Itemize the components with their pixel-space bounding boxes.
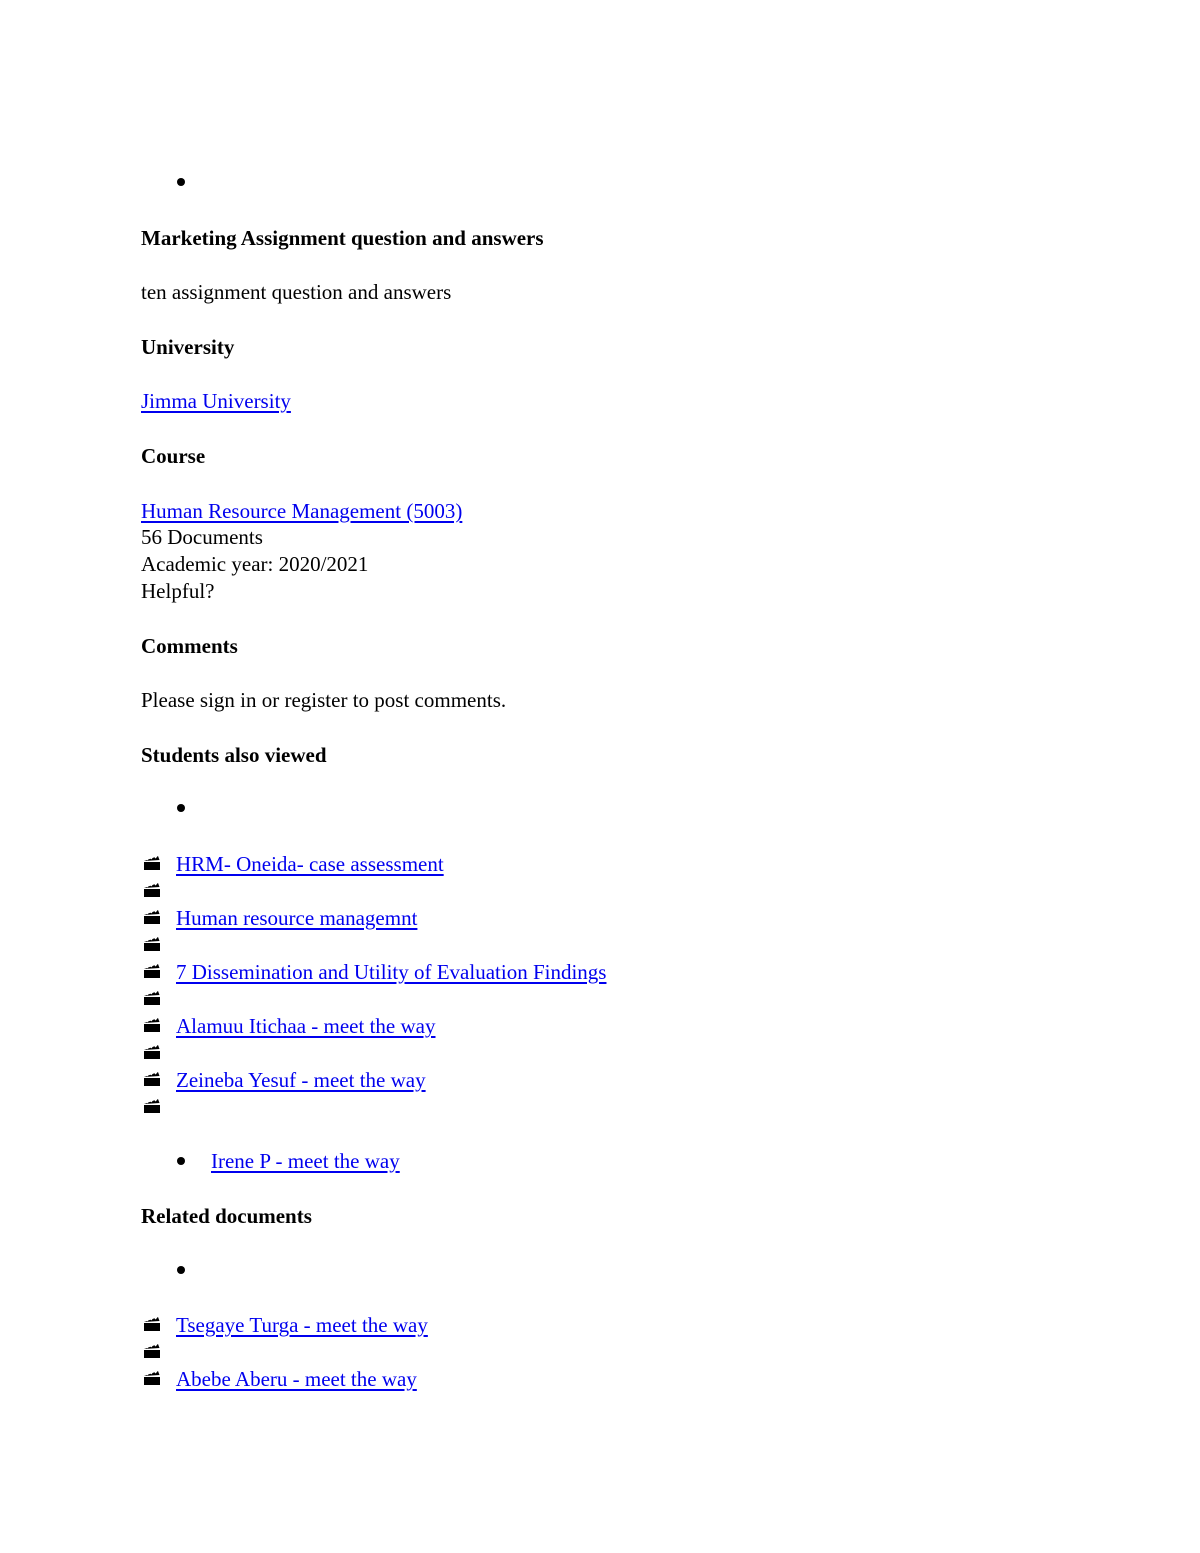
clapperboard-icon <box>143 1044 161 1060</box>
related-documents-heading: Related documents <box>141 1204 312 1228</box>
clapperboard-icon <box>143 1343 161 1359</box>
list-item-link[interactable]: Abebe Aberu - meet the way <box>176 1367 417 1391</box>
bullet-dot-icon <box>177 1157 185 1165</box>
list-item-link[interactable]: Tsegaye Turga - meet the way <box>176 1313 428 1337</box>
clapperboard-icon <box>143 855 161 871</box>
clapperboard-icon <box>143 1370 161 1386</box>
clapperboard-icon <box>143 1098 161 1114</box>
students-also-viewed-heading: Students also viewed <box>141 743 327 767</box>
document-title: Marketing Assignment question and answers <box>141 226 544 250</box>
course-link[interactable]: Human Resource Management (5003) <box>141 499 463 523</box>
list-item-link[interactable]: 7 Dissemination and Utility of Evaluation Findings <box>176 960 607 984</box>
list-item-link[interactable]: Human resource managemnt <box>176 906 418 930</box>
clapperboard-icon <box>143 882 161 898</box>
university-link[interactable]: Jimma University <box>141 389 291 413</box>
comments-notice: Please sign in or register to post comments. <box>141 688 507 712</box>
academic-year: Academic year: 2020/2021 <box>141 552 369 576</box>
clapperboard-icon <box>143 1017 161 1033</box>
clapperboard-icon <box>143 936 161 952</box>
clapperboard-icon <box>143 909 161 925</box>
document-description: ten assignment question and answers <box>141 280 452 304</box>
list-item-link[interactable]: Alamuu Itichaa - meet the way <box>176 1014 436 1038</box>
clapperboard-icon <box>143 1071 161 1087</box>
university-heading: University <box>141 335 235 359</box>
clapperboard-icon <box>143 990 161 1006</box>
bullet-dot-icon <box>177 1266 185 1274</box>
course-heading: Course <box>141 444 206 468</box>
documents-count: 56 Documents <box>141 525 263 549</box>
clapperboard-icon <box>143 963 161 979</box>
helpful-prompt: Helpful? <box>141 579 215 603</box>
list-item-link[interactable]: Zeineba Yesuf - meet the way <box>176 1068 426 1092</box>
bullet-dot-icon <box>177 178 185 186</box>
list-item-link[interactable]: HRM- Oneida- case assessment <box>176 852 444 876</box>
clapperboard-icon <box>143 1316 161 1332</box>
bullet-dot-icon <box>177 804 185 812</box>
comments-heading: Comments <box>141 634 238 658</box>
list-item-link[interactable]: Irene P - meet the way <box>211 1149 400 1173</box>
